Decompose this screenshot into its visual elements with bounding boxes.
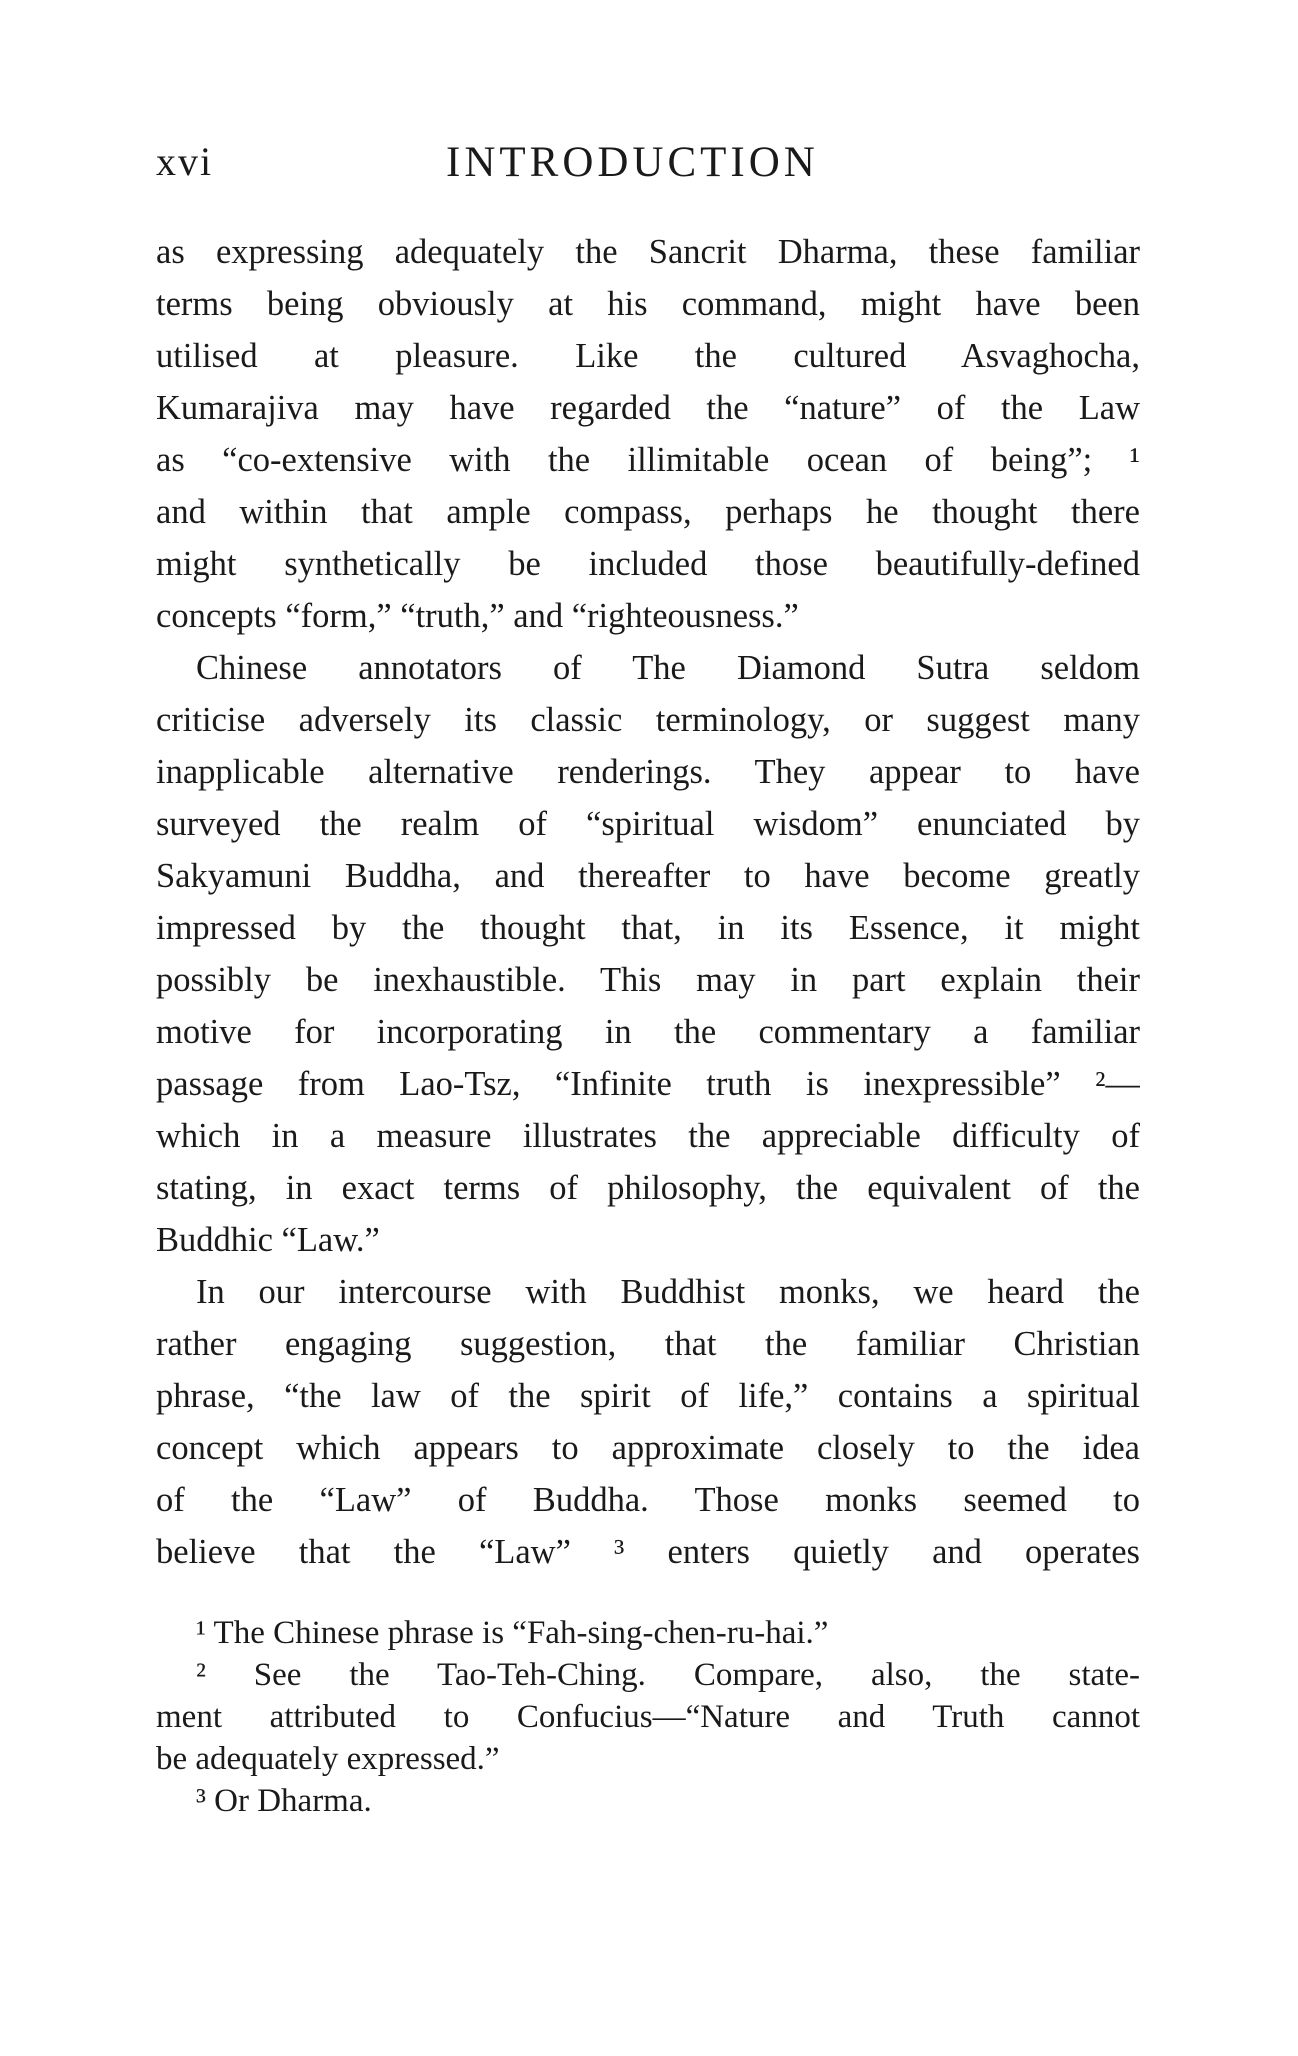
text-line: concept which appears to approximate closely to the idea	[156, 1429, 1140, 1467]
text-line: Kumarajiva may have regarded the “nature” of the Law	[156, 389, 1140, 427]
text-line: phrase, “the law of the spirit of life,” contains a spiritual	[156, 1377, 1140, 1415]
footnote-line: be adequately expressed.”	[156, 1741, 500, 1777]
text-line: passage from Lao-Tsz, “Infinite truth is inexpressible” ²—	[156, 1065, 1140, 1103]
page-number: xvi	[156, 139, 214, 184]
text-line: surveyed the realm of “spiritual wisdom” enunciated by	[156, 805, 1140, 843]
text-line: as expressing adequately the Sancrit Dharma, these familiar	[156, 233, 1140, 271]
footnote-line: ment attributed to Confucius—“Nature and Truth cannot	[156, 1699, 1140, 1735]
footnote-line: ² See the Tao-Teh-Ching. Compare, also, the state-	[196, 1657, 1140, 1693]
text-line: and within that ample compass, perhaps he thought there	[156, 493, 1140, 531]
footnotes	[156, 1612, 1140, 1822]
text-line: which in a measure illustrates the appreciable difficulty of	[156, 1117, 1140, 1155]
running-title: INTRODUCTION	[446, 139, 819, 186]
text-line: impressed by the thought that, in its Essence, it might	[156, 909, 1140, 947]
text-line: terms being obviously at his command, might have been	[156, 285, 1140, 323]
text-line: rather engaging suggestion, that the familiar Christian	[156, 1325, 1140, 1363]
footnote-line: ³ Or Dharma.	[196, 1783, 372, 1819]
text-line: possibly be inexhaustible. This may in part explain their	[156, 961, 1140, 999]
text-line: criticise adversely its classic terminology, or suggest many	[156, 701, 1140, 739]
text-line: Sakyamuni Buddha, and thereafter to have become greatly	[156, 857, 1140, 895]
text-line: stating, in exact terms of philosophy, the equivalent of the	[156, 1169, 1140, 1207]
text-line: concepts “form,” “truth,” and “righteousness.”	[156, 597, 799, 635]
text-line: as “co-extensive with the illimitable ocean of being”; ¹	[156, 441, 1140, 479]
paragraph-start-line: In our intercourse with Buddhist monks, we heard the	[196, 1273, 1140, 1311]
paragraph-start-line: Chinese annotators of The Diamond Sutra seldom	[196, 649, 1140, 687]
text-line: utilised at pleasure. Like the cultured Asvaghocha,	[156, 337, 1140, 375]
text-line: of the “Law” of Buddha. Those monks seemed to	[156, 1481, 1140, 1519]
footnote-line: ¹ The Chinese phrase is “Fah-sing-chen-ru-hai.”	[196, 1615, 829, 1651]
text-line: might synthetically be included those beautifully-defined	[156, 545, 1140, 583]
text-line: motive for incorporating in the commentary a familiar	[156, 1013, 1140, 1051]
page-header	[156, 138, 1140, 198]
body-text	[156, 226, 1140, 1578]
text-line: inapplicable alternative renderings. They appear to have	[156, 753, 1140, 791]
text-line: Buddhic “Law.”	[156, 1221, 380, 1259]
text-line: believe that the “Law” ³ enters quietly and operates	[156, 1533, 1140, 1571]
